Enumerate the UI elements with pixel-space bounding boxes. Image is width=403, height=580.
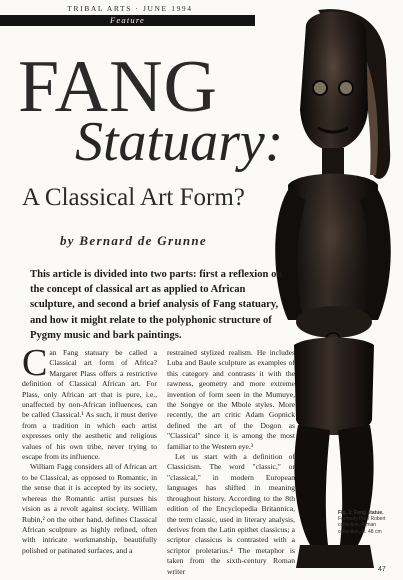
caption-text: Formerly Paul Robert collection, Arman collection, H. 48 cm [338, 516, 386, 535]
byline: by Bernard de Grunne [60, 233, 207, 248]
body-column-2 [167, 348, 295, 577]
title-secondary: Statuary: [75, 111, 284, 173]
title-main: FANG [18, 46, 218, 128]
intro-paragraph: This article is divided into two parts: first a reflexion on the concept of classical art as applied to African sculpture, and second a brief analysis of Fang statuary, and how it might relate to the polyphonic structure of Pygmy music and bark paintings. [30, 269, 283, 341]
masthead: TRIBAL ARTS · JUNE 1994 [67, 4, 193, 13]
body-paragraph [22, 342, 157, 462]
body-paragraph: Let us start with a definition of Classicism. The word "classic," or "classical," in modern European languages has shifted in meaning throughout history. According to the 8th edition of the Encyclopedia Britannica, the term classic, used in literary analysis, derives from the Latin epithet classicus; a scriptor classicus is contrasted with a scriptor proletarius.⁴ The metaphor is taken from the sixth-century Roman writer [167, 452, 295, 576]
caption-figure-label: Fig. 1: Fang statue. [338, 510, 384, 516]
section-label: Feature [110, 15, 145, 25]
drop-cap: C [22, 342, 48, 384]
body-paragraph: William Fagg considers all of African art to be Classical, as opposed to Romantic, in the sense that it is accepted by its society, whereas the Romantic artist pursues his vision as a revolt against society. William Rubin,² on the other hand, defines Classical African sculpture as highly refined, often with intricate workmanship, beautifully polished or patinated surfaces, and a [22, 462, 157, 555]
body-paragraph: restrained stylized realism. He includes Luba and Baule sculpture as examples of this category and contrasts it with the rawness, geometry and more extreme invention of form seen in the Mumuye, the Songye or the Mbole styles. More recently, the art critic Adam Gopnick defined the art of the Dogon as "Classical" since it is among the most familiar to the Western eye.³ [167, 348, 295, 451]
body-text: an Fang statuary be called a Classical art form of Africa? Margaret Plass offers a restrictive definition of Classical African art. For Plass, only African art that is pure, i.e., unaffected by non-African influences, can be called Classical.¹ As such, it must derive from a tradition in which each artist expresses only the aesthetic and religious values of his own tribe, never trying to escape from its influence. [22, 348, 157, 462]
title-subtitle: A Classical Art Form? [22, 184, 245, 211]
figure-caption [338, 510, 394, 535]
page-number: 47 [378, 566, 386, 573]
body-column-1 [22, 342, 157, 556]
